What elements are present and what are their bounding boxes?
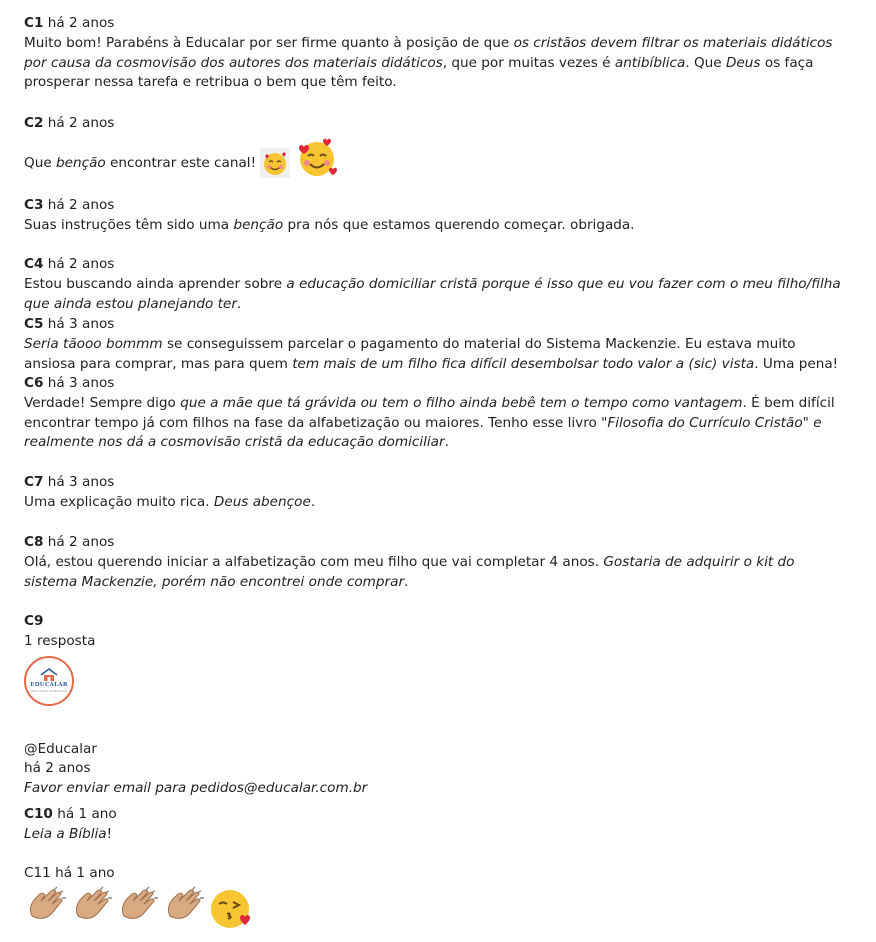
house-icon bbox=[40, 668, 58, 682]
comment-c9 bbox=[24, 612, 846, 799]
comment-c10 bbox=[24, 805, 846, 845]
smiling-face-with-hearts-icon bbox=[295, 136, 339, 180]
comment-c2 bbox=[24, 114, 846, 180]
comment-time: há 2 anos bbox=[47, 15, 115, 31]
comment-id: C11 bbox=[24, 865, 51, 881]
logo-brand: EDUCALAR bbox=[30, 682, 68, 689]
comment-c11 bbox=[24, 864, 846, 932]
comment-id: C8 bbox=[24, 534, 44, 550]
comment-c3 bbox=[24, 196, 846, 236]
clapping-hands-icon bbox=[70, 886, 116, 932]
comment-c5 bbox=[24, 315, 846, 374]
comment-c6 bbox=[24, 374, 846, 453]
emoji-row bbox=[24, 886, 846, 932]
comment-text: Verdade! Sempre digo que a mãe que tá grávida ou tem o filho ainda bebê tem o tempo como vantagem. É bem difícil encontrar tempo já com filhos na fase da alfabetização ou maiores. Tenho esse livro "Filosofia do Currículo Cristão" e realmente nos dá a cosmovisão cristã da educação domiciliar. bbox=[24, 394, 835, 451]
comment-text: Seria tãooo bommm se conseguissem parcelar o pagamento do material do Sistema Mackenzie. Eu estava muito ansiosa para comprar, mas para quem tem mais de um filho fica difícil desembolsar todo valor a (sic) vista. Uma pena! bbox=[24, 335, 839, 372]
comment-text: Uma explicação muito rica. Deus abençoe. bbox=[24, 493, 316, 510]
comment-time: há 1 ano bbox=[55, 865, 115, 881]
comment-id: C6 bbox=[24, 375, 44, 391]
comment-time: há 2 anos bbox=[47, 115, 115, 131]
comment-c7 bbox=[24, 473, 846, 513]
comment-id: C9 bbox=[24, 613, 44, 629]
smiling-face-with-hearts-icon bbox=[260, 148, 290, 178]
reply-time: há 2 anos bbox=[24, 760, 91, 777]
clapping-hands-icon bbox=[24, 886, 70, 932]
comment-text: Muito bom! Parabéns à Educalar por ser firme quanto à posição de que os cristãos devem filtrar os materiais didáticos por causa da cosmovisão dos autores dos materiais didáticos, que por muitas vezes é antibíblica. Que Deus os faça prosperar nessa tarefa e retribua o bem que têm feito. bbox=[24, 34, 833, 91]
comment-text: Suas instruções têm sido uma benção pra nós que estamos querendo começar. obrigada. bbox=[24, 216, 635, 233]
comment-text: Que benção encontrar este canal! bbox=[24, 146, 846, 180]
clapping-hands-icon bbox=[116, 886, 162, 932]
comment-id: C4 bbox=[24, 256, 44, 272]
comment-text: Olá, estou querendo iniciar a alfabetização com meu filho que vai completar 4 anos. Gostaria de adquirir o kit do sistema Mackenzie, porém não encontrei onde comprar. bbox=[24, 553, 795, 590]
comment-time: há 3 anos bbox=[47, 316, 115, 332]
comment-text: Leia a Bíblia! bbox=[24, 825, 113, 842]
replies-count[interactable]: 1 resposta bbox=[24, 632, 96, 649]
comment-c4 bbox=[24, 255, 846, 314]
comment-time: há 3 anos bbox=[47, 375, 115, 391]
comment-time: há 2 anos bbox=[47, 197, 115, 213]
comment-id: C10 bbox=[24, 806, 53, 822]
comment-time: há 2 anos bbox=[47, 256, 115, 272]
comment-id: C7 bbox=[24, 474, 44, 490]
face-blowing-kiss-icon bbox=[208, 886, 254, 932]
reply-author[interactable]: @Educalar bbox=[24, 740, 97, 757]
comment-id: C2 bbox=[24, 115, 44, 131]
comment-c8 bbox=[24, 533, 846, 592]
logo-subtitle: EDUCAÇÃO DOMICILIAR bbox=[31, 689, 67, 694]
comment-id: C3 bbox=[24, 197, 44, 213]
comment-id: C1 bbox=[24, 15, 44, 31]
comment-time: há 2 anos bbox=[47, 534, 115, 550]
comment-id: C5 bbox=[24, 316, 44, 332]
comment-time: há 3 anos bbox=[47, 474, 115, 490]
clapping-hands-icon bbox=[162, 886, 208, 932]
comment-text: Estou buscando ainda aprender sobre a educação domiciliar cristã porque é isso que eu vou fazer com o meu filho/filha que ainda estou planejando ter. bbox=[24, 275, 841, 312]
comment-c1 bbox=[24, 14, 846, 93]
comment-time: há 1 ano bbox=[57, 806, 117, 822]
reply-text: Favor enviar email para pedidos@educalar.com.br bbox=[24, 780, 368, 797]
educalar-avatar[interactable] bbox=[24, 656, 74, 706]
